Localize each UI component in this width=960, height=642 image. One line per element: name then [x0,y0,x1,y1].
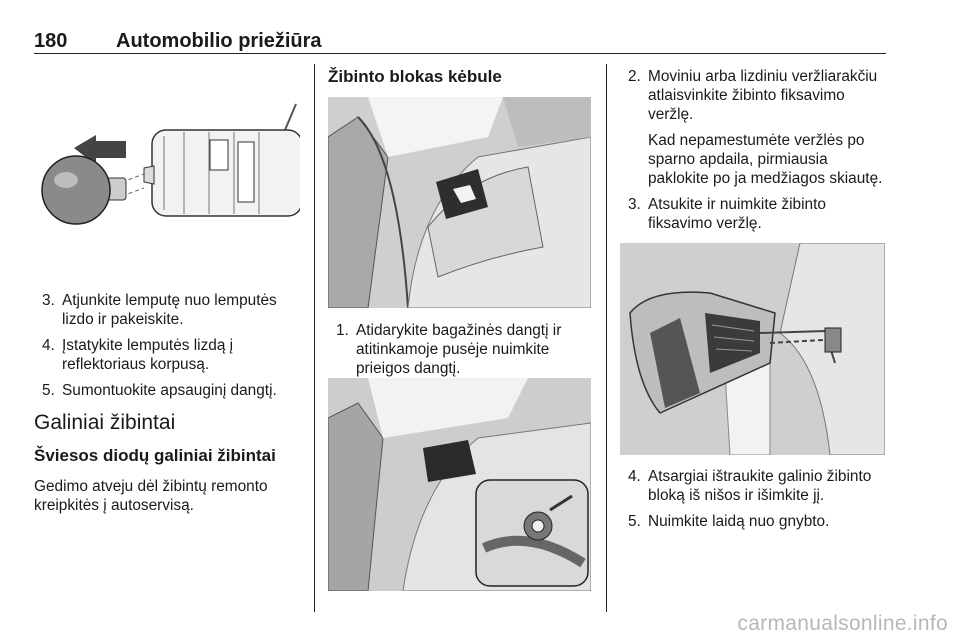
list-item: 5. Sumontuokite apsauginį dangtį. [42,382,277,399]
header-rule [34,53,886,54]
heading-rear-lights: Galiniai žibintai [34,411,176,434]
bulb-socket-illustration [34,88,300,248]
step-note: Kad nepamestumėte veržlės po sparno apdaila, pirmiausia paklokite po ja medžiagos skiautę. [648,132,883,187]
list-item: 1. Atidarykite bagažinės dangtį ir atitinkamoje pusėje nuimkite prieigos dangtį. [336,322,562,377]
list-item: 5. Nuimkite laidą nuo gnybto. [628,513,830,530]
watermark: carmanualsonline.info [737,612,948,635]
page-number: 180 [34,30,68,52]
trunk-nut-detail-illustration [328,378,591,591]
left-steps-list [42,291,304,407]
heading-light-unit-body: Žibinto blokas kėbule [328,67,502,86]
list-item: 4. Atsargiai ištraukite galinio žibinto bloką iš nišos ir išimkite jį. [628,468,872,504]
trunk-access-cover-illustration [328,97,591,308]
list-item: 3. Atsukite ir nuimkite žibinto fiksavimo veržlę. [628,196,826,232]
subheading-led-rear-lights: Šviesos diodų galiniai žibintai [34,446,276,465]
right-steps-list-a [628,67,890,240]
section-title: Automobilio priežiūra [116,30,322,52]
rear-light-unit-illustration [620,243,885,455]
led-note-paragraph: Gedimo atveju dėl žibintų remonto kreipkitės į autoservisą. [34,478,268,514]
middle-steps-list [336,321,598,385]
list-item: 2. Moviniu arba lizdiniu veržliarakčiu atlaisvinkite žibinto fiksavimo veržlę. Kad nepamestumėte veržlės po sparno apdaila, pirmiausia paklokite po ja medžiagos skiautę. [628,67,890,188]
page-header [34,30,886,52]
right-steps-list-b [628,467,890,538]
list-item: 4. Įstatykite lemputės lizdą į reflektoriaus korpusą. [42,337,234,373]
column-divider-left [314,64,315,612]
column-divider-right [606,64,607,612]
list-item: 3. Atjunkite lemputę nuo lemputės lizdo ir pakeiskite. [42,292,277,328]
